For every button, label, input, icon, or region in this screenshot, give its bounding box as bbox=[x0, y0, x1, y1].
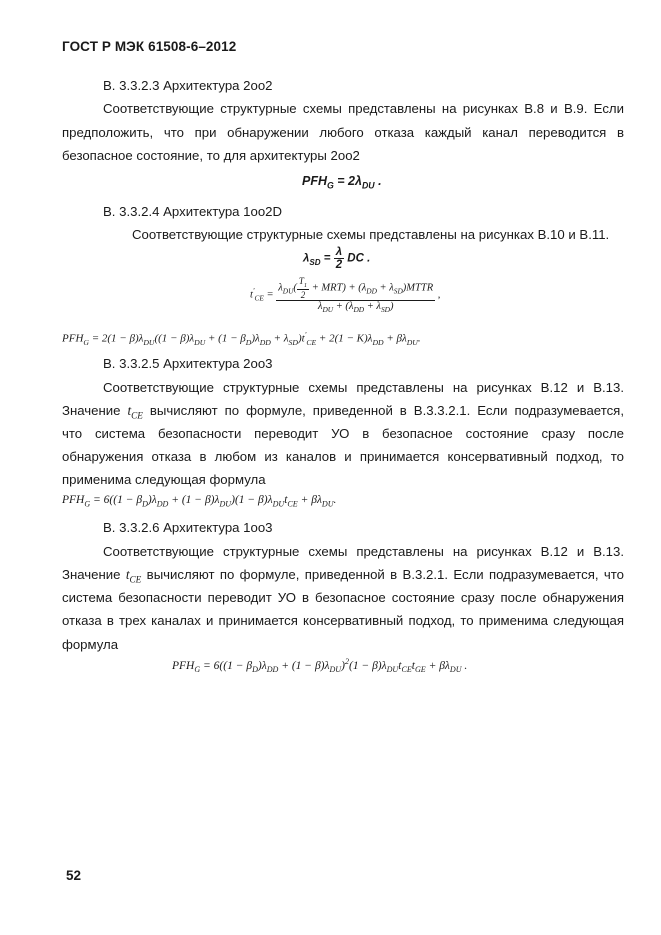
paragraph-line: Соответствующие структурные схемы представлены на рисунках B.12 и B.13. bbox=[103, 544, 624, 559]
paragraph-line: система безопасности переводит УО в безопасное состояние сразу после обнаружения bbox=[62, 590, 624, 605]
paragraph-line: предположить, что при обнаружении любого отказа каждый канал переводится в bbox=[62, 125, 624, 140]
formula-pfh-2oo2: $PFH_G = 2\lambda_{DU}$ . bbox=[302, 174, 382, 191]
heading-1oo3: B. 3.3.2.6 Архитектура 1оо3 bbox=[103, 520, 273, 535]
page-number: 52 bbox=[66, 868, 82, 883]
paragraph-line: формула bbox=[62, 637, 119, 652]
paragraph-line: Значение $t_{CE}$ вычисляют по формуле, приведенной в B.3.2.1. Если подразумевается, что bbox=[62, 567, 624, 585]
formula-lambda-sd: $\lambda_{SD}$ = $\frac{\lambda}{2}$ DC . bbox=[303, 246, 371, 271]
formula-pfh-2oo3: $PFH_G = 6((1 - \beta_D)\lambda_{DD} + (1 - \beta)\lambda_{DU})(1 - \beta)\lambda_{DU}t_{CE} + \beta\lambda_{DU}$. bbox=[62, 494, 337, 509]
paragraph-line: Соответствующие структурные схемы представлены на рисунках B.12 и B.13. bbox=[103, 380, 624, 395]
heading-2oo3: B. 3.3.2.5 Архитектура 2оо3 bbox=[103, 356, 273, 371]
paragraph-line: применима следующая формула bbox=[62, 472, 266, 487]
formula-tce: $t'_{CE}$ = $\lambda_{DU}$( $\frac{T_1}{2}$ + $MRT) + (\lambda_{DD}$ + $\lambda_{SD})MTTR$ $\lambda_{DU} + (\lambda_{DD} + \lambda_{SD})$ , bbox=[250, 276, 441, 314]
heading-2oo2: B. 3.3.2.3 Архитектура 2оо2 bbox=[103, 78, 273, 93]
paragraph-line: Соответствующие структурные схемы представлены на рисунках B.10 и B.11. bbox=[132, 227, 610, 242]
paragraph-line: что система безопасности переводит УО в безопасное состояние сразу после bbox=[62, 426, 624, 441]
heading-1oo2d: B. 3.3.2.4 Архитектура 1оо2D bbox=[103, 204, 283, 219]
paragraph-line: безопасное состояние, то для архитектуры 2оо2 bbox=[62, 148, 360, 163]
document-header: ГОСТ Р МЭК 61508-6–2012 bbox=[62, 39, 237, 54]
paragraph-line: отказа в трех каналах и принимается консервативный подход, то применима следующая bbox=[62, 613, 624, 628]
formula-pfh-1oo3: $PFH_G = 6((1 - \beta_D)\lambda_{DD} + (1 - \beta)\lambda_{DU})^2(1 - \beta)\lambda_{DU}t_{CE}t_{GE} + \beta\lambda_{DU}$ . bbox=[172, 657, 468, 675]
paragraph-line: Соответствующие структурные схемы представлены на рисунках B.8 и B.9. Если bbox=[103, 101, 624, 116]
paragraph-line: Значение $t_{CE}$ вычисляют по формуле, приведенной в B.3.3.2.1. Если подразумевается, bbox=[62, 403, 624, 421]
formula-pfh-1oo2d: $PFH_G = 2(1 - \beta)\lambda_{DU}((1 - \beta)\lambda_{DU} + (1 - \beta_D)\lambda_{DD} + \lambda_{SD})t'_{CE} + 2(1 - K)\lambda_{DD} + \beta\lambda_{DU}$. bbox=[62, 330, 421, 347]
paragraph-line: обнаружения отказа в любом из каналов и принимается консервативный подход, то bbox=[62, 449, 624, 464]
